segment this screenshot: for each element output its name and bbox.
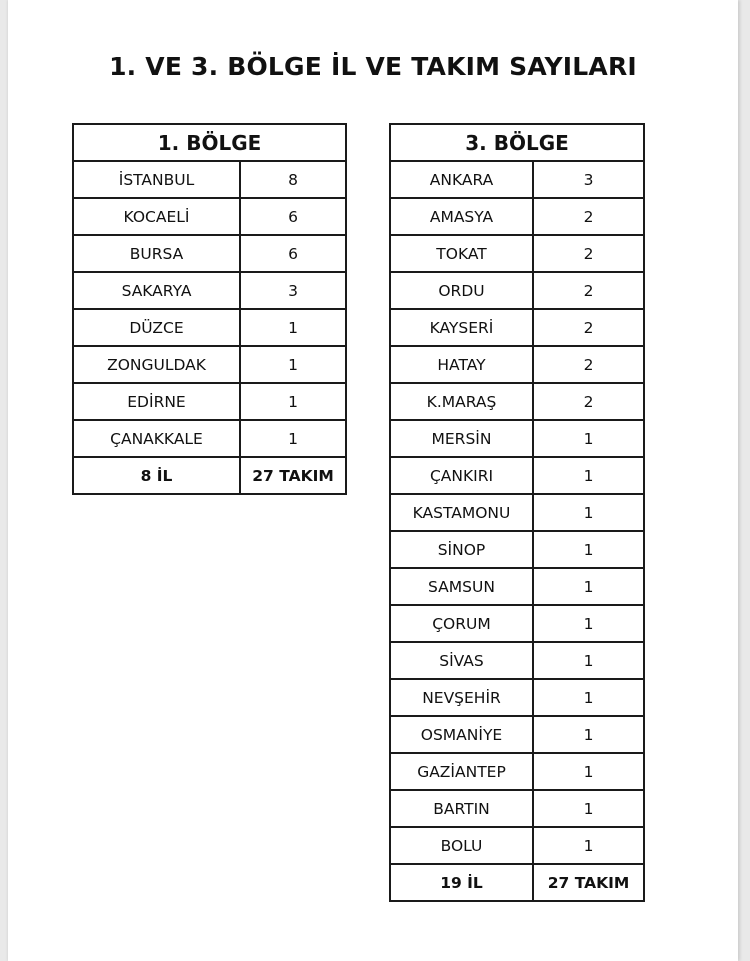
team-count-cell: 1 <box>533 605 644 642</box>
province-cell: SİVAS <box>390 642 533 679</box>
document-page <box>8 0 738 961</box>
table-row <box>390 383 644 420</box>
table-row <box>390 790 644 827</box>
province-cell: BOLU <box>390 827 533 864</box>
table-row <box>390 457 644 494</box>
table-row <box>73 383 346 420</box>
region-1-body <box>73 161 346 494</box>
table-row <box>73 309 346 346</box>
team-count-cell: 1 <box>533 790 644 827</box>
table-row <box>73 161 346 198</box>
team-count-cell: 1 <box>533 457 644 494</box>
province-cell: SAMSUN <box>390 568 533 605</box>
province-cell: NEVŞEHİR <box>390 679 533 716</box>
province-cell: GAZİANTEP <box>390 753 533 790</box>
province-cell: SAKARYA <box>73 272 240 309</box>
table-row <box>73 420 346 457</box>
table-row <box>390 568 644 605</box>
team-count-cell: 1 <box>533 642 644 679</box>
table-row <box>390 198 644 235</box>
team-count-cell: 1 <box>533 494 644 531</box>
province-cell: K.MARAŞ <box>390 383 533 420</box>
table-row <box>390 605 644 642</box>
province-cell: MERSİN <box>390 420 533 457</box>
team-count-cell: 1 <box>533 568 644 605</box>
province-cell: ORDU <box>390 272 533 309</box>
province-cell: İSTANBUL <box>73 161 240 198</box>
table-row <box>390 642 644 679</box>
team-count-cell: 3 <box>240 272 346 309</box>
total-row <box>73 457 346 494</box>
table-row <box>390 716 644 753</box>
province-cell: ÇANAKKALE <box>73 420 240 457</box>
total-provinces-cell: 19 İL <box>390 864 533 901</box>
province-cell: TOKAT <box>390 235 533 272</box>
total-provinces-cell: 8 İL <box>73 457 240 494</box>
team-count-cell: 1 <box>240 346 346 383</box>
table-row <box>390 309 644 346</box>
province-cell: DÜZCE <box>73 309 240 346</box>
table-row <box>73 346 346 383</box>
team-count-cell: 1 <box>533 531 644 568</box>
province-cell: ÇANKIRI <box>390 457 533 494</box>
team-count-cell: 1 <box>533 753 644 790</box>
team-count-cell: 1 <box>533 420 644 457</box>
team-count-cell: 2 <box>533 198 644 235</box>
province-cell: ANKARA <box>390 161 533 198</box>
region-1-header: 1. BÖLGE <box>73 124 346 161</box>
province-cell: ÇORUM <box>390 605 533 642</box>
province-cell: BURSA <box>73 235 240 272</box>
table-row <box>390 235 644 272</box>
total-teams-cell: 27 TAKIM <box>240 457 346 494</box>
team-count-cell: 2 <box>533 309 644 346</box>
province-cell: ZONGULDAK <box>73 346 240 383</box>
province-cell: AMASYA <box>390 198 533 235</box>
table-row <box>390 753 644 790</box>
province-cell: EDİRNE <box>73 383 240 420</box>
table-row <box>73 235 346 272</box>
team-count-cell: 1 <box>240 383 346 420</box>
team-count-cell: 6 <box>240 198 346 235</box>
province-cell: KASTAMONU <box>390 494 533 531</box>
table-row <box>73 272 346 309</box>
province-cell: BARTIN <box>390 790 533 827</box>
team-count-cell: 2 <box>533 272 644 309</box>
team-count-cell: 1 <box>533 716 644 753</box>
total-row <box>390 864 644 901</box>
team-count-cell: 3 <box>533 161 644 198</box>
table-row <box>390 494 644 531</box>
table-row <box>390 272 644 309</box>
table-row <box>390 346 644 383</box>
team-count-cell: 6 <box>240 235 346 272</box>
team-count-cell: 2 <box>533 346 644 383</box>
province-cell: KOCAELİ <box>73 198 240 235</box>
team-count-cell: 8 <box>240 161 346 198</box>
team-count-cell: 2 <box>533 235 644 272</box>
province-cell: HATAY <box>390 346 533 383</box>
table-row <box>390 161 644 198</box>
total-teams-cell: 27 TAKIM <box>533 864 644 901</box>
table-row <box>390 827 644 864</box>
province-cell: SİNOP <box>390 531 533 568</box>
team-count-cell: 1 <box>533 827 644 864</box>
region-3-body <box>390 161 644 901</box>
region-3-table <box>389 123 645 902</box>
page-title: 1. VE 3. BÖLGE İL VE TAKIM SAYILARI <box>109 52 637 81</box>
region-1-table <box>72 123 347 495</box>
table-row <box>390 420 644 457</box>
team-count-cell: 2 <box>533 383 644 420</box>
province-cell: KAYSERİ <box>390 309 533 346</box>
team-count-cell: 1 <box>240 309 346 346</box>
region-3-header: 3. BÖLGE <box>390 124 644 161</box>
table-row <box>390 531 644 568</box>
table-row <box>390 679 644 716</box>
province-cell: OSMANİYE <box>390 716 533 753</box>
team-count-cell: 1 <box>240 420 346 457</box>
table-row <box>73 198 346 235</box>
team-count-cell: 1 <box>533 679 644 716</box>
